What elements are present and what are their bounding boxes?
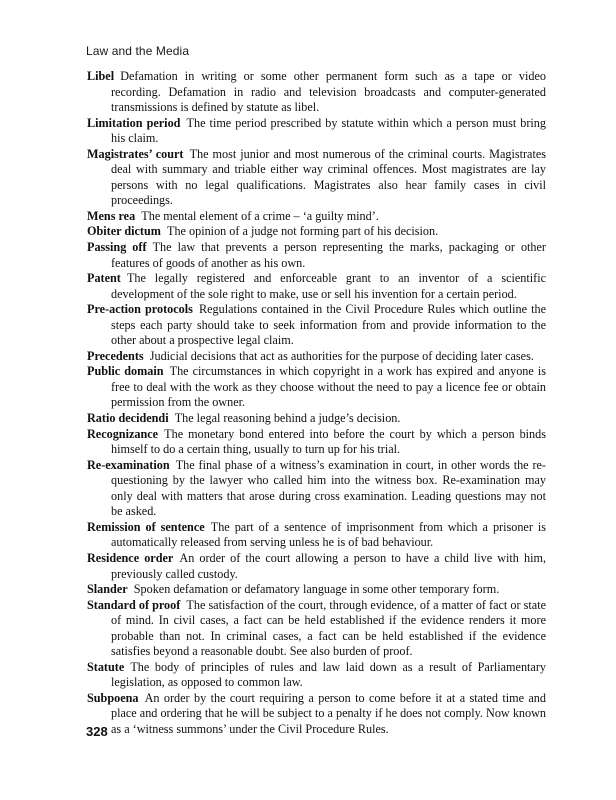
glossary-definition: An order by the court requiring a person to come before it at a stated time and place and ordering that he will be subject to a penalty if he does not comply. Now known as a ‘witness summons’ under the Civil Procedure Rules. [111, 690, 546, 736]
glossary-entry [87, 598, 546, 660]
glossary-entry [87, 147, 546, 209]
glossary-definition: Spoken defamation or defamatory language in some other temporary form. [133, 582, 500, 597]
glossary-entry [87, 364, 546, 411]
glossary-term: Subpoena [87, 690, 139, 705]
glossary-term: Public domain [87, 364, 164, 379]
glossary-definition: The legally registered and enforceable grant to an inventor of a scientific development of the sole right to make, use or sell his invention for a certain period. [111, 271, 546, 301]
glossary-term: Slander [87, 582, 128, 597]
glossary-entry [87, 69, 546, 116]
glossary-term: Mens rea [87, 208, 136, 223]
glossary-term: Magistrates’ court [87, 146, 184, 161]
glossary-entry [87, 271, 546, 302]
glossary-entry [87, 660, 546, 691]
glossary-definition: Regulations contained in the Civil Procedure Rules which outline the steps each party should take to seek information from and provide information to the other about a prospective legal claim. [111, 302, 546, 348]
glossary-entry [87, 458, 546, 520]
glossary-entry [87, 116, 546, 147]
glossary-term: Pre-action protocols [87, 302, 193, 317]
glossary-term: Libel [87, 69, 115, 83]
glossary-entry [87, 302, 546, 349]
glossary-definition: The mental element of a crime – ‘a guilty mind’. [141, 208, 379, 223]
glossary-entry [87, 240, 546, 271]
glossary-definition: The monetary bond entered into before the court by which a person binds himself to do a certain thing, usually to turn up for his trial. [111, 426, 546, 457]
glossary-term: Precedents [87, 348, 144, 363]
glossary-definition: The circumstances in which copyright in a work has expired and anyone is free to deal with the work as they choose without the need to pay a licence fee or obtain permission from the owner. [111, 364, 546, 410]
glossary-entry [87, 691, 546, 738]
glossary-definition: The legal reasoning behind a judge’s decision. [174, 411, 401, 426]
glossary-term: Statute [87, 659, 125, 674]
glossary-term: Remission of sentence [87, 519, 205, 534]
glossary-entry [87, 349, 546, 365]
glossary-entry [87, 520, 546, 551]
glossary-term: Re-examination [87, 457, 170, 472]
glossary-term: Obiter dictum [87, 224, 161, 239]
glossary-term: Limitation period [87, 115, 181, 130]
glossary-definition: The satisfaction of the court, through evidence, of a matter of fact or state of mind. In civil cases, a fact can be held established if the evidence renders it more probable than not. In criminal cases, a fact can be held established if the evidence satisfies beyond a reasonable doubt. See also burden of proof. [111, 597, 546, 659]
running-head: Law and the Media [86, 44, 190, 58]
glossary-definition: The opinion of a judge not forming part of his decision. [167, 224, 439, 239]
glossary-definition: Judicial decisions that act as authorities for the purpose of deciding later cases. [149, 348, 534, 363]
glossary-definition: The time period prescribed by statute within which a person must bring his claim. [111, 115, 546, 146]
glossary-entry [87, 209, 546, 225]
glossary-term: Recognizance [87, 426, 159, 441]
glossary-definition: The final phase of a witness’s examination in court, in other words the re-questioning by the lawyer who called him into the witness box. Re-examination may only deal with matters that arose during cross examination. Leading questions may not be asked. [111, 457, 546, 519]
glossary-entry [87, 551, 546, 582]
glossary-definition: The law that prevents a person representing the marks, packaging or other features of goods of another as his own. [111, 240, 546, 270]
page-number: 328 [86, 724, 108, 739]
glossary-entry [87, 427, 546, 458]
glossary-term: Passing off [87, 240, 147, 255]
glossary-term: Residence order [87, 550, 174, 565]
glossary-definition: An order of the court allowing a person to have a child live with him, previously called custody. [111, 550, 546, 581]
glossary-list [87, 69, 546, 738]
glossary-term: Patent [87, 271, 121, 286]
glossary-term: Standard of proof [87, 597, 181, 612]
glossary-definition: Defamation in writing or some other permanent form such as a tape or video recording. Defamation in radio and television broadcasts and computer-generated transmissions is defined by statute as libel. [111, 69, 546, 115]
glossary-entry [87, 224, 546, 240]
glossary-definition: The most junior and most numerous of the criminal courts. Magistrates deal with summary and triable either way criminal offences. Most magistrates are lay persons with no legal qualifications. Magistrates also hear family cases in civil proceedings. [111, 146, 546, 208]
glossary-definition: The part of a sentence of imprisonment from which a prisoner is automatically released from serving unless he is of bad behaviour. [111, 519, 547, 550]
glossary-entry [87, 411, 546, 427]
glossary-entry [87, 582, 546, 598]
glossary-definition: The body of principles of rules and law laid down as a result of Parliamentary legislation, as opposed to common law. [111, 659, 546, 690]
glossary-term: Ratio decidendi [87, 411, 169, 426]
